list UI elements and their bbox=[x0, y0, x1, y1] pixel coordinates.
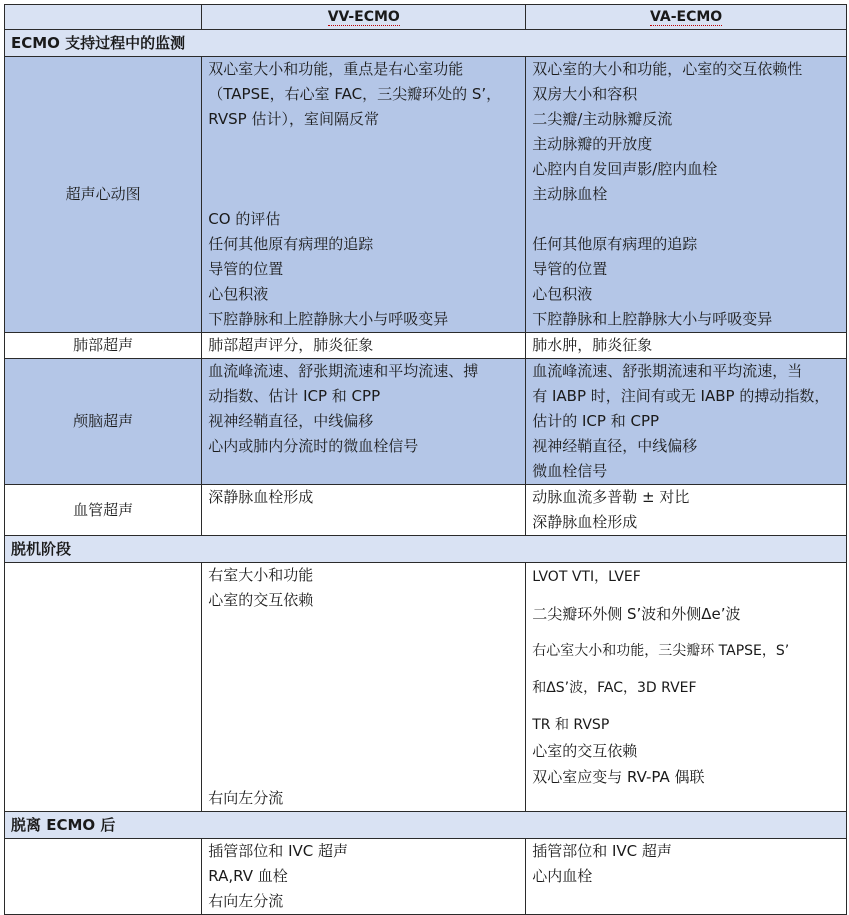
lung-vv-line: 肺部超声评分，肺炎征象 bbox=[208, 336, 374, 354]
brain-va-line: 视神经鞘直径，中线偏移 bbox=[532, 437, 698, 455]
brain-vv-line: 视神经鞘直径，中线偏移 bbox=[208, 412, 374, 430]
row-echo-vv bbox=[202, 57, 526, 333]
echo-vv-line: 心包积液 bbox=[208, 285, 269, 303]
weaning-va-line: 和ΔS’波，FAC，3D RVEF bbox=[532, 680, 697, 696]
echo-va-line: 双心室的大小和功能，心室的交互依赖性 bbox=[532, 60, 803, 78]
section-weaning-row bbox=[5, 536, 847, 563]
echo-vv-line: 双心室大小和功能，重点是右心室功能 bbox=[208, 60, 464, 78]
brain-vv-line: 心内或肺内分流时的微血栓信号 bbox=[208, 437, 419, 455]
row-vessel-vv bbox=[202, 485, 526, 536]
row-brain-va bbox=[526, 359, 847, 485]
echo-va-line: 导管的位置 bbox=[532, 260, 608, 278]
section-support-row bbox=[5, 30, 847, 57]
header-vv-ecmo: VV-ECMO bbox=[202, 5, 526, 30]
row-lung-label: 肺部超声 bbox=[5, 333, 202, 359]
header-empty bbox=[5, 5, 202, 30]
header-va-ecmo: VA-ECMO bbox=[526, 5, 847, 30]
weaning-va-line: LVOT VTI，LVEF bbox=[532, 569, 641, 585]
echo-va-line: 下腔静脉和上腔静脉大小与呼吸变异 bbox=[532, 310, 773, 328]
row-brain-label: 颅脑超声 bbox=[5, 359, 202, 485]
echo-va-line: 心腔内自发回声影/腔内血栓 bbox=[532, 160, 718, 178]
weaning-vv-line: 右室大小和功能 bbox=[208, 566, 314, 584]
echo-vv-line: CO 的评估 bbox=[208, 210, 281, 228]
echo-va-line: 心包积液 bbox=[532, 285, 593, 303]
post-vv-line: RA,RV 血栓 bbox=[208, 867, 288, 885]
row-weaning-label bbox=[5, 563, 202, 812]
echo-va-line: 任何其他原有病理的追踪 bbox=[532, 235, 698, 253]
post-vv-line: 插管部位和 IVC 超声 bbox=[208, 842, 348, 860]
brain-vv-line: 血流峰流速、舒张期流速和平均流速、搏 bbox=[208, 362, 479, 380]
row-echo-label: 超声心动图 bbox=[5, 57, 202, 333]
row-lung-vv bbox=[202, 333, 526, 359]
section-support-title: ECMO 支持过程中的监测 bbox=[5, 30, 847, 57]
brain-va-line: 血流峰流速、舒张期流速和平均流速，当 bbox=[532, 362, 803, 380]
row-post-label bbox=[5, 839, 202, 915]
row-post-va bbox=[526, 839, 847, 915]
section-post-row bbox=[5, 812, 847, 839]
weaning-vv-line: 右向左分流 bbox=[208, 789, 284, 807]
echo-vv-line: （TAPSE，右心室 FAC，三尖瓣环处的 S’， bbox=[208, 85, 502, 103]
row-vessel-label: 血管超声 bbox=[5, 485, 202, 536]
row-post-vv bbox=[202, 839, 526, 915]
echo-va-line: 主动脉瓣的开放度 bbox=[532, 135, 653, 153]
row-vessel bbox=[5, 485, 847, 536]
row-echo bbox=[5, 57, 847, 333]
row-weaning-vv bbox=[202, 563, 526, 812]
row-weaning-va bbox=[526, 563, 847, 812]
row-weaning bbox=[5, 563, 847, 812]
echo-vv-line: 导管的位置 bbox=[208, 260, 284, 278]
post-va-line: 插管部位和 IVC 超声 bbox=[532, 842, 672, 860]
row-brain-vv bbox=[202, 359, 526, 485]
post-vv-line: 右向左分流 bbox=[208, 892, 284, 910]
brain-va-line: 有 IABP 时，注间有或无 IABP 的搏动指数， bbox=[532, 387, 830, 405]
monitoring-table bbox=[4, 4, 847, 915]
echo-vv-line: RVSP 估计），室间隔反常 bbox=[208, 110, 379, 128]
row-brain bbox=[5, 359, 847, 485]
echo-vv-line: 任何其他原有病理的追踪 bbox=[208, 235, 374, 253]
row-post bbox=[5, 839, 847, 915]
header-row bbox=[5, 5, 847, 30]
brain-vv-line: 动指数、估计 ICP 和 CPP bbox=[208, 387, 381, 405]
echo-va-line: 二尖瓣/主动脉瓣反流 bbox=[532, 110, 673, 128]
weaning-va-line: TR 和 RVSP bbox=[532, 717, 610, 733]
echo-vv-line: 下腔静脉和上腔静脉大小与呼吸变异 bbox=[208, 310, 449, 328]
lung-va-line: 肺水肿，肺炎征象 bbox=[532, 336, 653, 354]
echo-va-line: 双房大小和容积 bbox=[532, 85, 638, 103]
section-weaning-title: 脱机阶段 bbox=[5, 536, 847, 563]
weaning-vv-line: 心室的交互依赖 bbox=[208, 591, 314, 609]
row-echo-va bbox=[526, 57, 847, 333]
weaning-va-line: 右心室大小和功能，三尖瓣环 TAPSE，S’ bbox=[532, 643, 790, 659]
row-lung bbox=[5, 333, 847, 359]
brain-va-line: 估计的 ICP 和 CPP bbox=[532, 412, 660, 430]
section-post-title: 脱离 ECMO 后 bbox=[5, 812, 847, 839]
weaning-va-line: 双心室应变与 RV-PA 偶联 bbox=[532, 768, 705, 786]
row-lung-va bbox=[526, 333, 847, 359]
echo-va-line: 主动脉血栓 bbox=[532, 185, 608, 203]
vessel-vv-line: 深静脉血栓形成 bbox=[208, 488, 314, 506]
vessel-va-line: 深静脉血栓形成 bbox=[532, 513, 638, 531]
post-va-line: 心内血栓 bbox=[532, 867, 593, 885]
row-vessel-va bbox=[526, 485, 847, 536]
vessel-va-line: 动脉血流多普勒 ± 对比 bbox=[532, 488, 690, 506]
brain-va-line: 微血栓信号 bbox=[532, 462, 608, 480]
weaning-va-line: 二尖瓣环外侧 S’波和外侧Δe’波 bbox=[532, 605, 741, 623]
weaning-va-line: 心室的交互依赖 bbox=[532, 742, 638, 760]
